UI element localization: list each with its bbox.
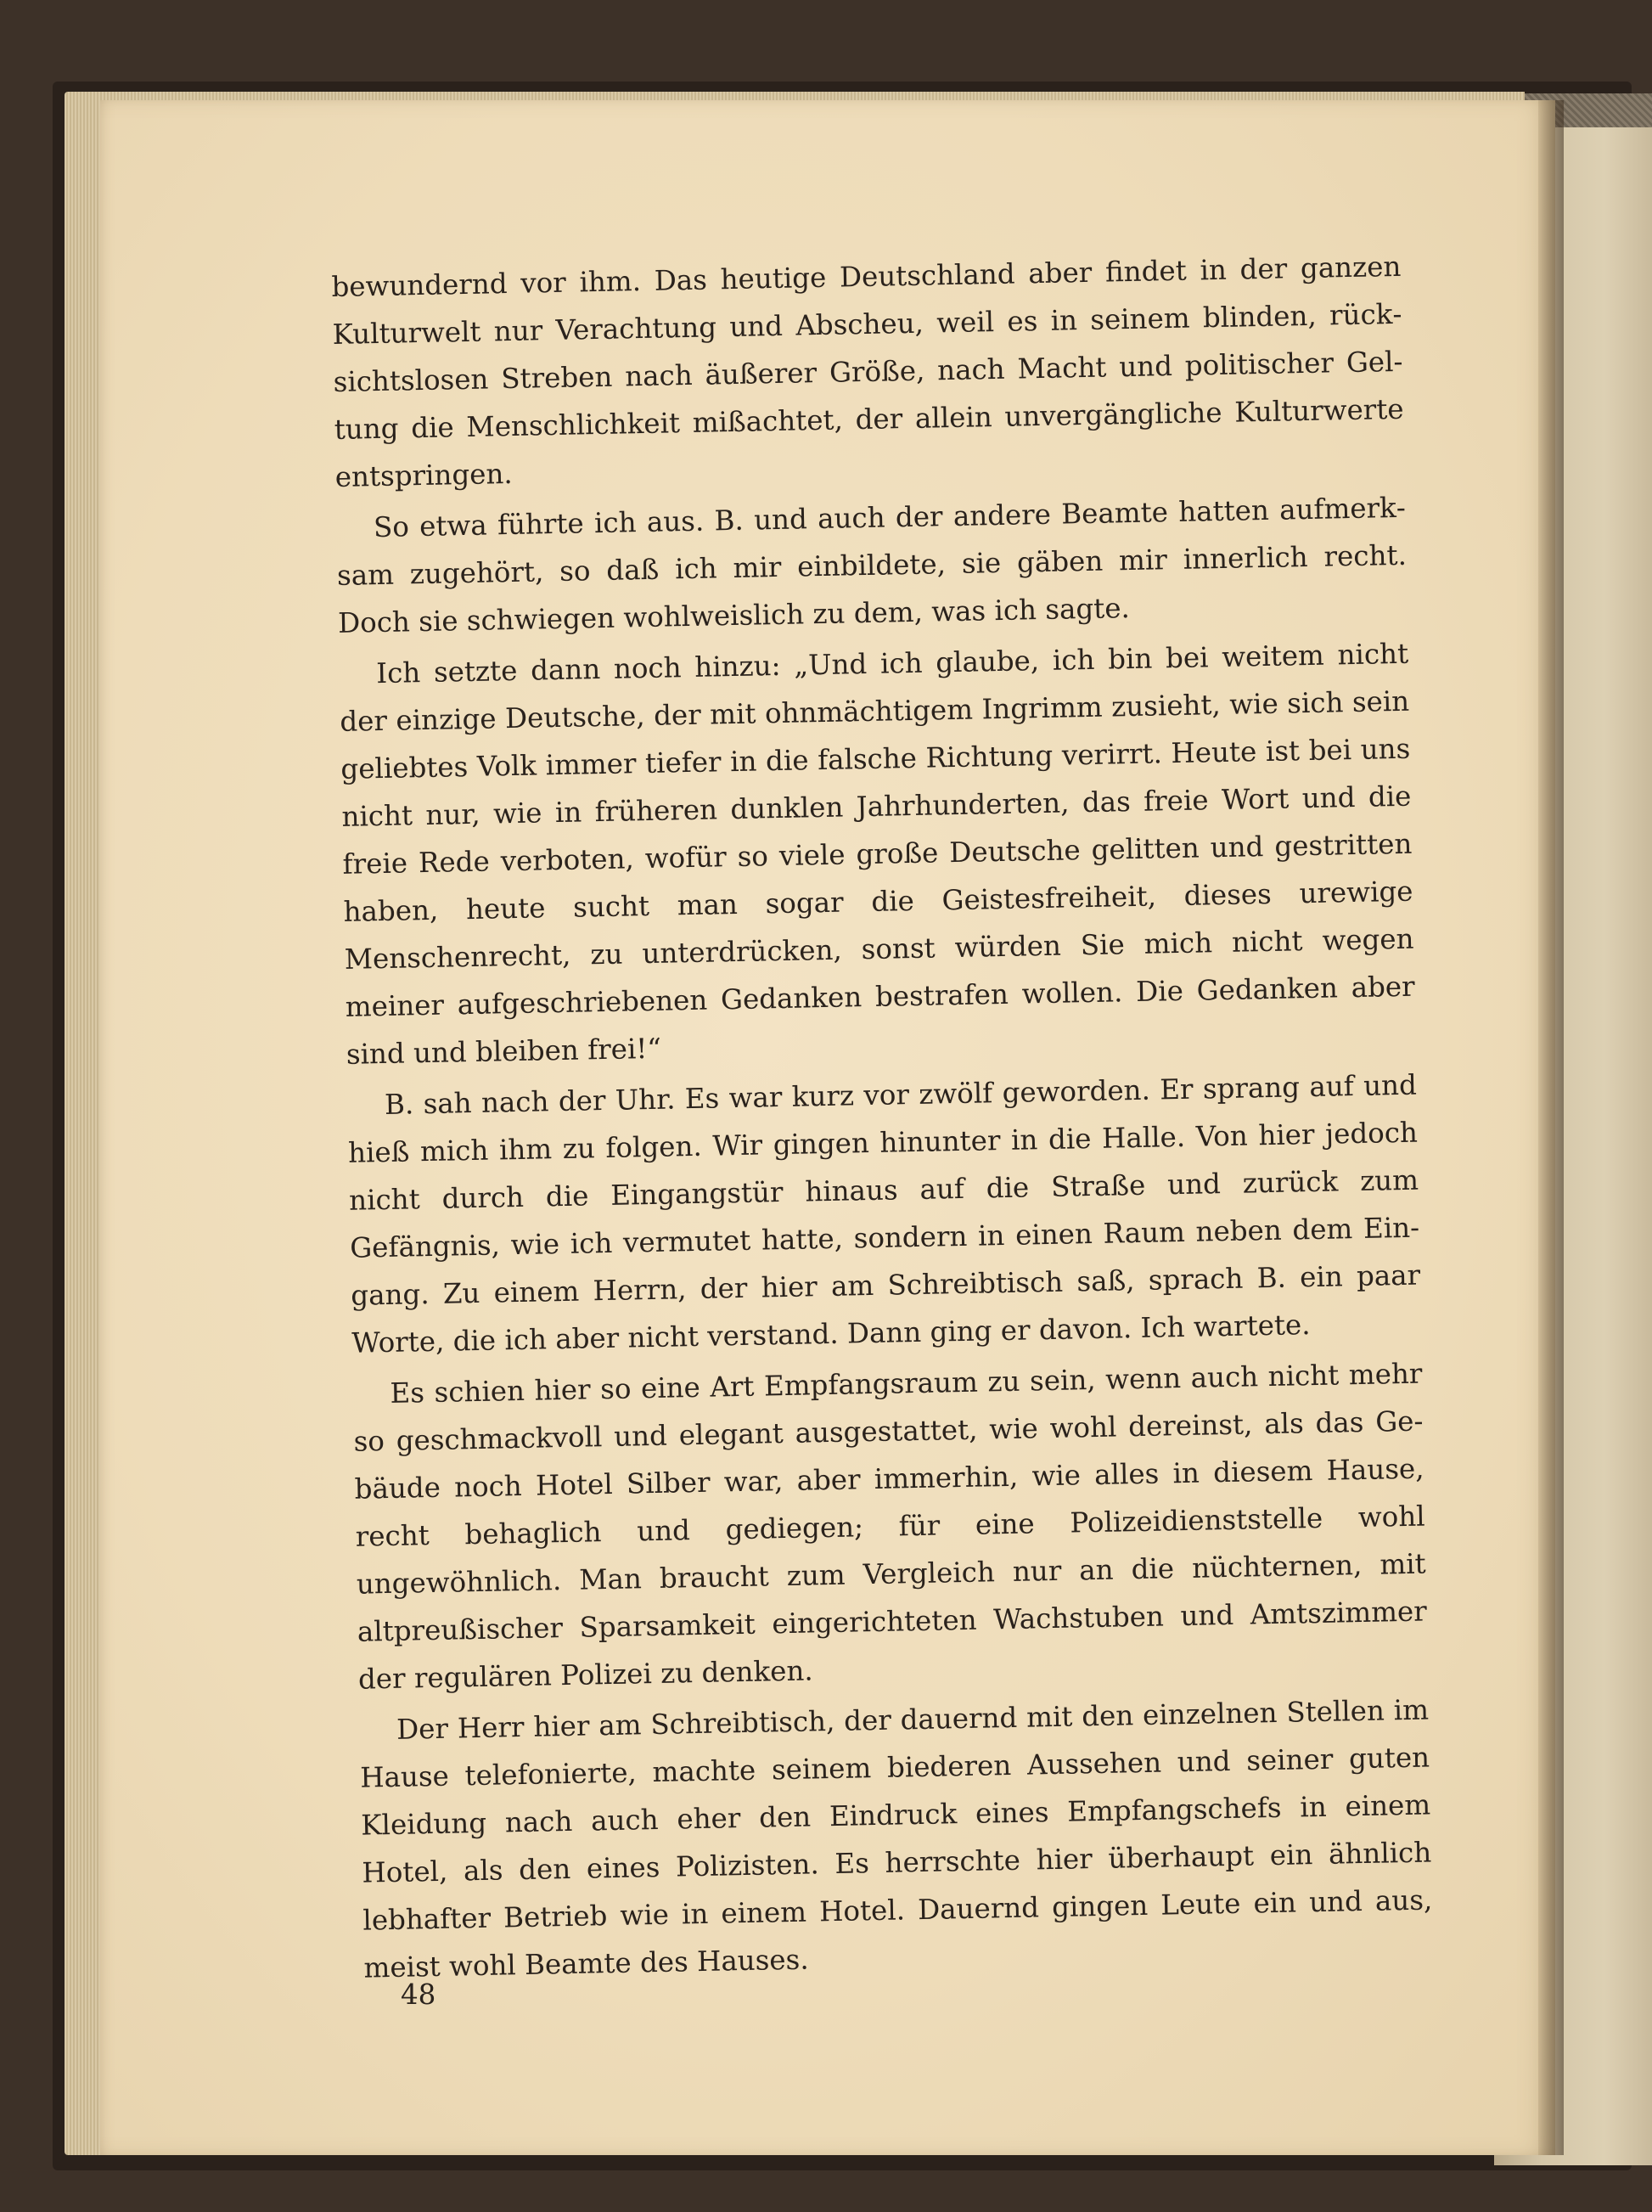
paragraph-5: Es schien hier so eine Art Empfangsraum zu sein, wenn auch nicht mehr so geschmackvoll und elegant ausgestattet, wie wohl dereinst, als das Gebäude noch Hotel Silber war, aber immerhin, wie alles in diesem Hause, recht behaglich und gediegen; für eine Polizeidienststelle wohl ungewöhnlich. Man braucht zum Vergleich nur an die nüchternen, mit altpreußischer Sparsamkeit eingerichteten Wachstuben und Amtszimmer der regulären Polizei zu denken. (353, 1357, 1428, 1696)
page-number: 48 (401, 1978, 436, 2011)
page-gutter-shadow (1538, 100, 1564, 2155)
paragraph-6: Der Herr hier am Schreibtisch, der dauernd mit den einzelnen Stellen im Hause telefonierte, machte seinem biederen Aussehen und seiner guten Kleidung nach auch eher den Eindruck eines Empfangschefs in einem Hotel, als den eines Polizisten. Es herrschte hier überhaupt ein ähnlich lebhafter Betrieb wie in einem Hotel. Dauernd gingen Leute ein und aus, meist wohl Beamte des Hauses. (359, 1693, 1433, 1984)
page-text (331, 243, 1434, 1992)
paragraph-2: So etwa führte ich aus. B. und auch der andere Beamte hatten aufmerksam zugehört, so daß ich mir einbildete, sie gäben mir innerlich recht. Doch sie schwiegen wohlweislich zu dem, was ich sagte. (336, 491, 1408, 639)
paragraph-4: B. sah nach der Uhr. Es war kurz vor zwölf geworden. Er sprang auf und hieß mich ihm zu folgen. Wir gingen hinunter in die Halle. Von hier jedoch nicht durch die Eingangstür hinaus auf die Straße und zurück zum Gefängnis, wie ich vermutet hatte, sondern in einen Raum neben dem Eingang. Zu einem Herrn, der hier am Schreibtisch saß, sprach B. ein paar Worte, die ich aber nicht verstand. Dann ging er davon. Ich wartete. (347, 1068, 1421, 1359)
paragraph-1: bewundernd vor ihm. Das heutige Deutschland aber findet in der ganzen Kulturwelt nur Verachtung und Abscheu, weil es in seinem blinden, rücksichtslosen Streben nach äußerer Größe, nach Macht und politischer Geltung die Menschlichkeit mißachtet, der allein unvergängliche Kulturwerte entspringen. (331, 250, 1404, 493)
paragraph-3: Ich setzte dann noch hinzu: „Und ich glaube, ich bin bei weitem nicht der einzige Deutsche, der mit ohnmächtigem Ingrimm zusieht, wie sich sein geliebtes Volk immer tiefer in die falsche Richtung verirrt. Heute ist bei uns nicht nur, wie in früheren dunklen Jahrhunderten, das freie Wort und die freie Rede verboten, wofür so viele große Deutsche gelitten und gestritten haben, heute sucht man sogar die Geistesfreiheit, dieses urewige Menschenrecht, zu unterdrücken, sonst würden Sie mich nicht wegen meiner aufgeschriebenen Gedanken bestrafen wollen. Die Gedanken aber sind und bleiben frei!“ (340, 637, 1415, 1071)
